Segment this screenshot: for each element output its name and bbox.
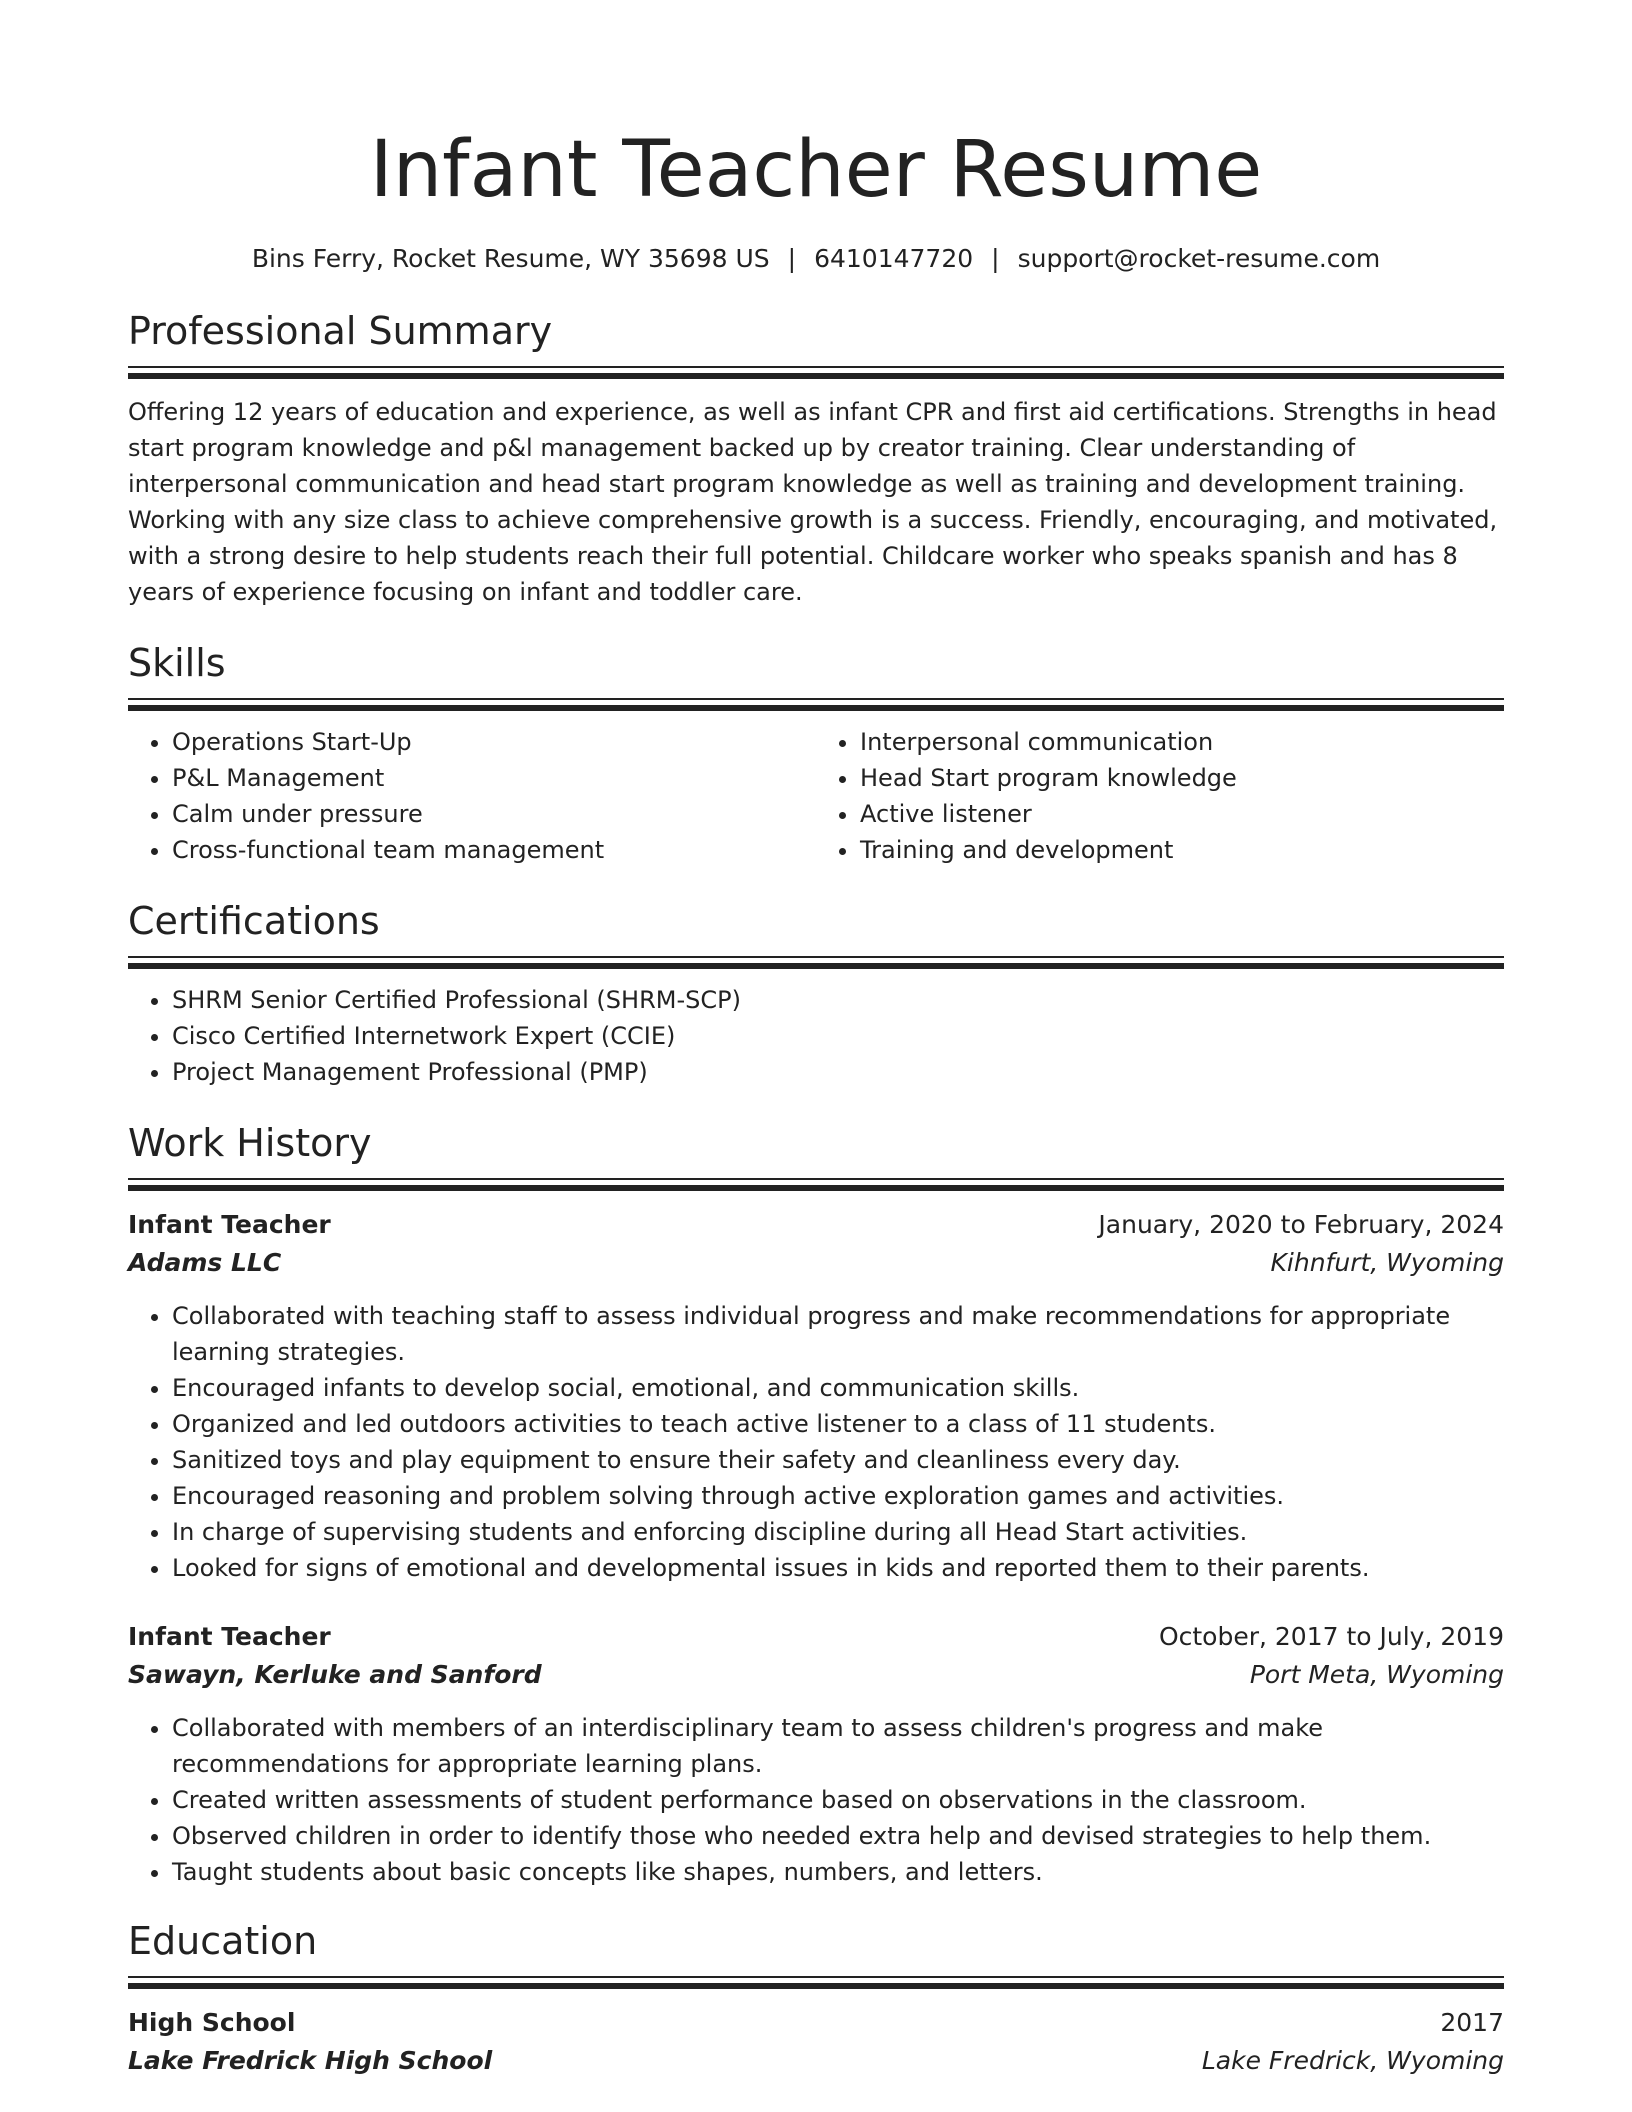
section-divider	[128, 1178, 1504, 1190]
summary-text: Offering 12 years of education and experience, as well as infant CPR and first aid certifications. Strengths in head start program knowledge and p&l management backed up by creator training. Clear understanding of interpersonal communication and head start program knowledge as well as training and development training. Working with any size class to achieve comprehensive growth is a success. Friendly, encouraging, and motivated, with a strong desire to help students reach their full potential. Childcare worker who speaks spanish and has 8 years of experience focusing on infant and toddler care.	[128, 398, 1498, 606]
job-bullet: • Created written assessments of student performance based on observations in the classroom.	[172, 1782, 1504, 1818]
job-bullets	[128, 1298, 1504, 1586]
page-title: Infant Teacher Resume	[369, 125, 1263, 215]
job-bullet: • Sanitized toys and play equipment to ensure their safety and cleanliness every day.	[172, 1442, 1504, 1478]
job-bullet: • Collaborated with teaching staff to assess individual progress and make recommendations for appropriate learning strategies.	[172, 1298, 1504, 1370]
section-divider	[128, 1976, 1504, 1988]
address: Bins Ferry, Rocket Resume, WY 35698 US	[251, 244, 770, 273]
section-heading-summary: Professional Summary	[128, 309, 553, 353]
skill-item: • Training and development	[860, 832, 1504, 868]
skill-item: • Interpersonal communication	[860, 724, 1504, 760]
job-subheader	[128, 1656, 1504, 1694]
section-heading-certifications: Certifications	[128, 899, 380, 943]
job-bullet: • In charge of supervising students and enforcing discipline during all Head Start activities.	[172, 1514, 1504, 1550]
job-company: Adams LLC	[128, 1248, 282, 1277]
job-header	[128, 1618, 1504, 1656]
section-heading-education: Education	[128, 1919, 318, 1963]
job-entry	[128, 1206, 1504, 1586]
job-bullets	[128, 1710, 1504, 1890]
skills-list-left	[128, 724, 816, 868]
job-dates: October, 2017 to July, 2019	[1158, 1622, 1504, 1651]
education-year: 2017	[1440, 2008, 1504, 2037]
job-bullet: • Looked for signs of emotional and developmental issues in kids and reported them to their parents.	[172, 1550, 1504, 1586]
certifications-list	[128, 982, 1504, 1090]
job-bullet: • Observed children in order to identify those who needed extra help and devised strategies to help them.	[172, 1818, 1504, 1854]
skill-item: • Cross-functional team management	[172, 832, 816, 868]
phone: 6410147720	[814, 244, 974, 273]
skill-item: • P&L Management	[172, 760, 816, 796]
certification-item: • SHRM Senior Certified Professional (SHRM-SCP)	[172, 982, 1504, 1018]
resume-page	[128, 0, 1504, 2080]
skills-grid	[128, 724, 1504, 868]
certifications-section	[128, 896, 1504, 1090]
contact-separator: |	[787, 244, 797, 273]
section-divider	[128, 698, 1504, 710]
contact-line	[128, 242, 1504, 276]
email-link[interactable]: support@rocket-resume.com	[1017, 244, 1381, 273]
job-location: Port Meta, Wyoming	[1249, 1660, 1504, 1689]
job-bullet: • Encouraged reasoning and problem solving through active exploration games and activities.	[172, 1478, 1504, 1514]
job-bullet: • Encouraged infants to develop social, emotional, and communication skills.	[172, 1370, 1504, 1406]
education-school: Lake Fredrick High School	[128, 2046, 493, 2075]
job-location: Kihnfurt, Wyoming	[1270, 1248, 1504, 1277]
section-divider	[128, 956, 1504, 968]
education-location: Lake Fredrick, Wyoming	[1201, 2046, 1504, 2075]
education-header	[128, 2004, 1504, 2042]
education-degree: High School	[128, 2008, 296, 2037]
education-entry	[128, 2004, 1504, 2080]
job-bullet: • Collaborated with members of an interdisciplinary team to assess children's progress and make recommendations for appropriate learning plans.	[172, 1710, 1504, 1782]
summary-section	[128, 306, 1504, 610]
job-header	[128, 1206, 1504, 1244]
job-subheader	[128, 1244, 1504, 1282]
skill-item: • Active listener	[860, 796, 1504, 832]
work-history-section	[128, 1118, 1504, 1890]
job-title: Infant Teacher	[128, 1210, 331, 1239]
certification-item: • Cisco Certified Internetwork Expert (CCIE)	[172, 1018, 1504, 1054]
job-dates: January, 2020 to February, 2024	[1098, 1210, 1504, 1239]
skills-section	[128, 638, 1504, 868]
skill-item: • Operations Start-Up	[172, 724, 816, 760]
certification-item: • Project Management Professional (PMP)	[172, 1054, 1504, 1090]
skill-item: • Head Start program knowledge	[860, 760, 1504, 796]
job-bullet: • Taught students about basic concepts like shapes, numbers, and letters.	[172, 1854, 1504, 1890]
section-heading-work-history: Work History	[128, 1121, 372, 1165]
contact-separator: |	[991, 244, 1000, 273]
education-section	[128, 1916, 1504, 2080]
job-company: Sawayn, Kerluke and Sanford	[128, 1660, 542, 1689]
job-bullet: • Organized and led outdoors activities to teach active listener to a class of 11 students.	[172, 1406, 1504, 1442]
job-entry	[128, 1618, 1504, 1890]
skill-item: • Calm under pressure	[172, 796, 816, 832]
skills-list-right	[816, 724, 1504, 868]
section-divider	[128, 366, 1504, 378]
section-heading-skills: Skills	[128, 641, 226, 685]
job-title: Infant Teacher	[128, 1622, 331, 1651]
education-subheader	[128, 2042, 1504, 2080]
